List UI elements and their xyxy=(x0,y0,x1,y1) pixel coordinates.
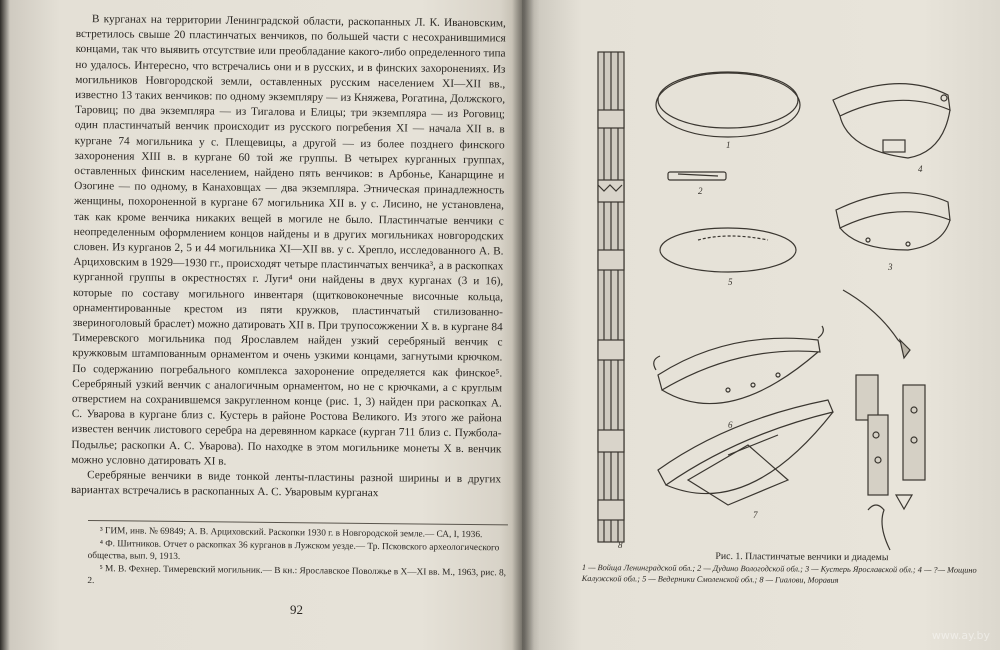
caption-title: Рис. 1. Пластинчатые венчики и диадемы xyxy=(715,550,889,564)
footnote: ³ ГИМ, инв. № 69849; А. В. Арциховский. Раскопки 1930 г. в Новгородской земле.— СА, I, 1936. xyxy=(99,526,483,541)
fig-label-2: 2 xyxy=(698,186,703,196)
ring-1-drawing xyxy=(656,72,800,137)
fig-label-1: 1 xyxy=(726,140,731,150)
figure-caption xyxy=(582,550,992,587)
book-gutter xyxy=(512,0,534,650)
footnote: ⁴ Ф. Шитников. Отчет о раскопках 36 курганов в Лужском уезде.— Тр. Псковского археологического общества, вып. 9, 1913. xyxy=(87,538,500,562)
fig-label-3: 3 xyxy=(888,262,893,272)
strip-2-drawing xyxy=(668,172,726,180)
page-number: 92 xyxy=(290,602,303,617)
fig-label-5: 5 xyxy=(728,277,733,287)
fig-label-4: 4 xyxy=(918,164,923,174)
footnote: ⁵ М. В. Фехнер. Тимеревский могильник.— В кн.: Ярославское Поволжье в X—XI вв. М., 1963, рис. 8, 2. xyxy=(87,563,507,587)
main-text xyxy=(71,12,506,503)
band-3-drawing xyxy=(836,193,950,250)
diadem-6-drawing xyxy=(654,326,824,404)
paragraph: Серебряные венчики в виде тонкой ленты-пластины разной ширины и в других вариантах встречались в раскопанных А. С. Уваровым курганах xyxy=(70,469,502,500)
right-page xyxy=(522,0,1000,650)
caption-legend: 1 — Войща Ленинградской обл.; 2 — Дудино Вологодской обл.; 3 — Кустерь Ярославской обл.; 4 — ?— Мощино Калужской обл.; 5 — Ведерники Смоленской обл.; 8 — Гиалови, Моравия xyxy=(581,562,977,585)
ring-5-drawing xyxy=(660,228,796,272)
fig-label-7: 7 xyxy=(753,510,758,520)
band-4-drawing xyxy=(833,84,950,158)
figure-illustration xyxy=(578,40,998,560)
diadem-7-drawing xyxy=(658,400,833,505)
paragraph: В курганах на территории Ленинградской области, раскопанных Л. К. Ивановским, встретилось свыше 20 пластинчатых венчиков, по большей части с несохранившимися концами, так что выявить отсутствие или преобладание какого-либо определенного типа но удалось. Интересно, что встречались они и в русских, и в финских захоронениях. Из могильников Новгородской земли, оставленных русским населением XI—XII вв., известно 13 таких венчиков: по одному экземпляру — из Княжева, Рогатина, Должского, Таровиц; по два экземпляра — из Тигалова и Елицы; три экземпляра — из Роговиц; один пластинчатый венчик происходит из русского погребения XI — начала XII в. в кургане 74 могильника у с. Плещевицы, а другой — из более позднего финского захоронения XIII в. в кургане 60 той же группы. В четырех курганных группах, оставленных финским населением, найдено пять венчиков: в Арбонье, Канарщине и Озогине — по одному, в Канаховщах — два экземпляра. Этническая принадлежность женщины, похороненной в кургане 67 могильника XII в. у с. Лисино, не установлена, так как кроме венчика никаких вещей в могиле не было. Пластинчатые венчики с неопределенным оформлением концов найдены и в других могильниках новгородских словен. Из курганов 2, 5 и 44 могильника XI—XII вв. у с. Хрепло, исследованного А. В. Арциховским в 1929—1930 гг., происходят четыре пластинчатых венчика³, а в раскопках курганной группы в окрестностях г. Луги⁴ они найдены в двух курганах (3 и 16), которые по составу могильного инвентаря (щитковоконечные височные кольца, орнаментированные крестом из пяти кружков, пластинчатый стилизованно-звериноголовый браслет) можно датировать XII в. При трупосожжении X в. в кургане 84 Тимеревского могильника под Ярославлем найден узкий серебряный венчик с кружковым штампованным орнаментом и очень узкими концами, загнутыми крючком. По содержанию погребального комплекса захоронение определяется как финское⁵. Серебряный узкий венчик с аналогичным орнаментом, но не с крючками, а с круглым отверстием на сохранившемся закругленном конце (рис. 1, 3) найден при раскопках А. С. Уварова в кургане близ с. Кустерь в районе Ростова Великого. Из этого же района известен венчик листового серебра на деревянном каркасе (курган 711 близ с. Пужбола-Подылье; раскопки А. С. Уварова). По находке в этом могильнике монеты X в. венчик можно условно датировать XI в. xyxy=(71,13,506,468)
footnotes xyxy=(87,520,508,592)
band-8-drawing xyxy=(598,52,624,542)
fig-label-6: 6 xyxy=(728,420,733,430)
fig-label-8: 8 xyxy=(618,540,623,550)
watermark: www.ay.by xyxy=(931,629,990,642)
fragments-drawing xyxy=(843,290,925,550)
artifact-drawings xyxy=(578,40,998,560)
